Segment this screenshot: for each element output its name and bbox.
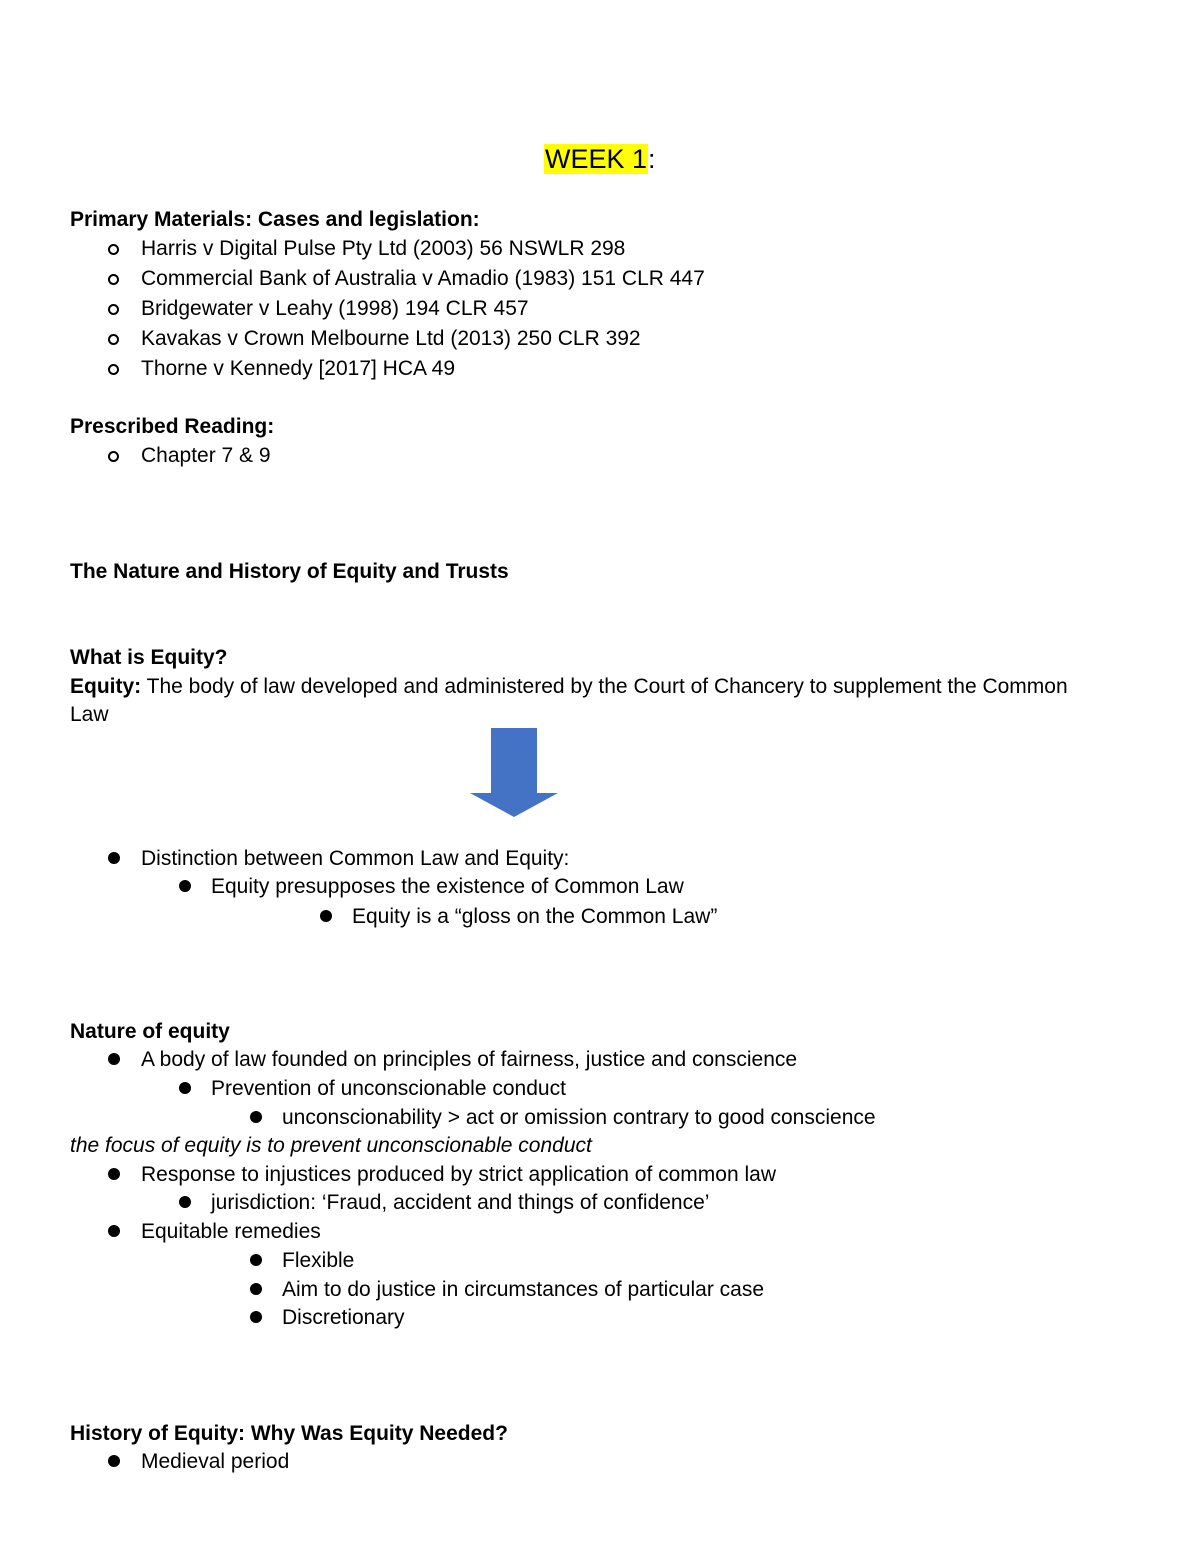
bullet-icon — [108, 1455, 120, 1467]
hollow-bullet-icon — [108, 304, 119, 315]
nature-heading: Nature of equity — [70, 1020, 230, 1043]
case-item: Thorne v Kennedy [2017] HCA 49 — [141, 357, 456, 380]
bullet-icon — [108, 1053, 120, 1065]
bullet-icon — [250, 1283, 262, 1295]
hollow-bullet-icon — [108, 244, 119, 255]
bullet-icon — [250, 1311, 262, 1323]
nature-item: Response to injustices produced by strict application of common law — [141, 1163, 776, 1186]
hollow-bullet-icon — [108, 451, 119, 462]
definition-term: Equity: — [70, 675, 142, 698]
case-item: Harris v Digital Pulse Pty Ltd (2003) 56 NSWLR 298 — [141, 237, 626, 260]
case-item: Bridgewater v Leahy (1998) 194 CLR 457 — [141, 297, 529, 320]
nature-subitem: Prevention of unconscionable conduct — [211, 1077, 566, 1100]
what-is-equity-heading: What is Equity? — [70, 646, 228, 669]
title-suffix: : — [648, 144, 656, 174]
bullet-icon — [250, 1111, 262, 1123]
bullet-icon — [179, 1082, 191, 1094]
nature-item: Equitable remedies — [141, 1220, 321, 1243]
history-heading: History of Equity: Why Was Equity Needed? — [70, 1422, 508, 1445]
definition-text: The body of law developed and administered by the Court of Chancery to supplement the Common — [141, 675, 1068, 698]
remedy-item: Aim to do justice in circumstances of particular case — [282, 1278, 765, 1301]
hollow-bullet-icon — [108, 274, 119, 285]
history-item: Medieval period — [141, 1450, 290, 1473]
equity-definition-cont: Law — [70, 703, 109, 726]
distinction-subsubitem: Equity is a “gloss on the Common Law” — [352, 905, 718, 928]
section-title: The Nature and History of Equity and Trusts — [70, 560, 509, 583]
hollow-bullet-icon — [108, 334, 119, 345]
down-arrow-icon — [469, 728, 559, 818]
bullet-icon — [250, 1254, 262, 1266]
bullet-icon — [108, 852, 120, 864]
primary-materials-heading: Primary Materials: Cases and legislation: — [70, 208, 480, 231]
remedy-item: Flexible — [282, 1249, 355, 1272]
focus-note: the focus of equity is to prevent unconscionable conduct — [70, 1134, 592, 1157]
bullet-icon — [179, 880, 191, 892]
hollow-bullet-icon — [108, 364, 119, 375]
title-highlight: WEEK 1 — [545, 144, 648, 174]
distinction-subitem: Equity presupposes the existence of Common Law — [211, 875, 684, 898]
bullet-icon — [108, 1225, 120, 1237]
page-title — [544, 142, 656, 176]
nature-subitem: jurisdiction: ‘Fraud, accident and things of confidence’ — [211, 1191, 710, 1214]
bullet-icon — [320, 910, 332, 922]
bullet-icon — [179, 1196, 191, 1208]
case-item: Kavakas v Crown Melbourne Ltd (2013) 250 CLR 392 — [141, 327, 641, 350]
reading-item: Chapter 7 & 9 — [141, 444, 271, 467]
equity-definition — [70, 673, 1068, 701]
remedy-item: Discretionary — [282, 1306, 405, 1329]
nature-item: A body of law founded on principles of fairness, justice and conscience — [141, 1048, 798, 1071]
bullet-icon — [108, 1168, 120, 1180]
case-item: Commercial Bank of Australia v Amadio (1983) 151 CLR 447 — [141, 267, 705, 290]
nature-subsubitem: unconscionability > act or omission contrary to good conscience — [282, 1106, 876, 1129]
distinction-item: Distinction between Common Law and Equity: — [141, 847, 570, 870]
prescribed-reading-heading: Prescribed Reading: — [70, 415, 275, 438]
